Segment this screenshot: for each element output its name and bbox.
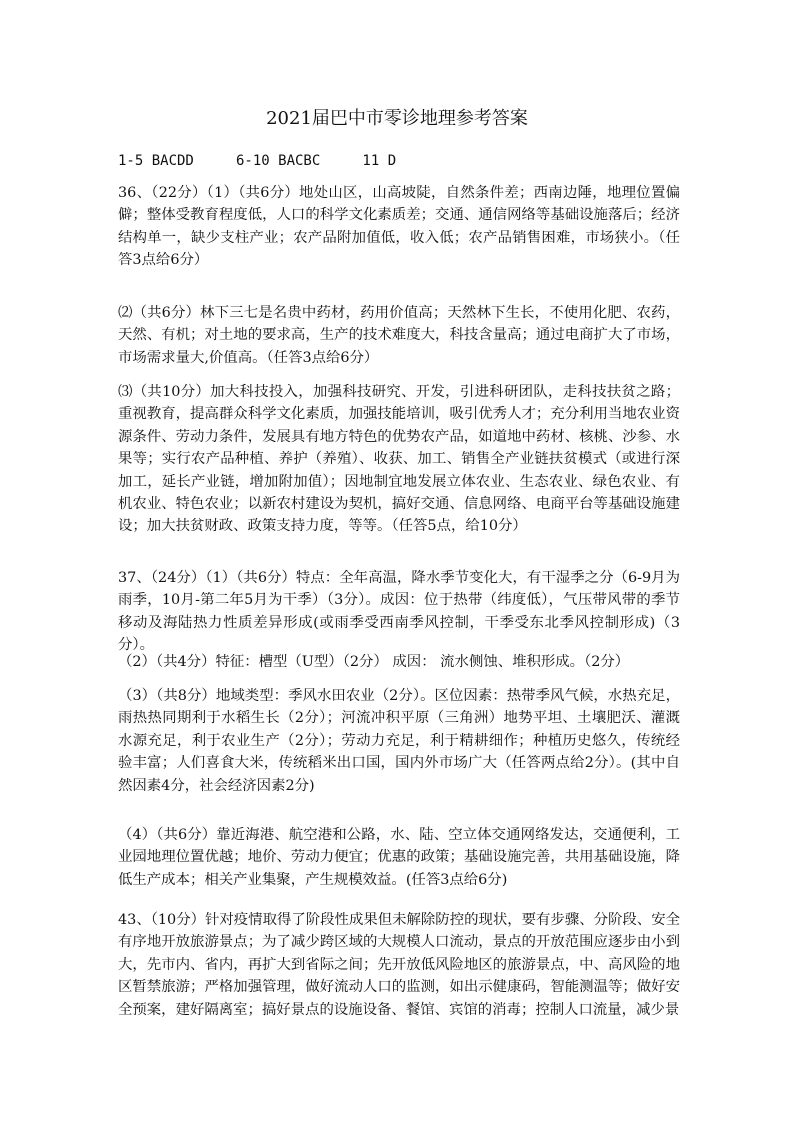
page-title: 2021届巴中市零诊地理参考答案 — [266, 108, 528, 129]
answer-paragraph-37-3: （3）（共8分）地域类型：季风水田农业（2分）。区位因素：热带季风气候，水热充足，雨热热同期利于水稻生长（2分）；河流冲积平原（三角洲）地势平坦、土壤肥沃、灌溉水源充足，利于农业生产（2分）；劳动力充足，利于精耕细作；种植历史悠久，传统经验丰富；人们喜食大米，传统稻米出口国，国内外市场广大（任答两点给2分）。(其中自然因素4分，社会经济因素2分) — [118, 688, 680, 794]
answer-paragraph-37-4: （4）（共6分）靠近海港、航空港和公路，水、陆、空立体交通网络发达，交通便利，工业园地理位置优越；地价、劳动力便宜；优惠的政策；基础设施完善，共用基础设施，降低生产成本；相关产业集聚，产生规模效益。(任答3点给6分) — [118, 827, 680, 888]
answer-paragraph-37-1: 37、（24分）（1）（共6分）特点：全年高温，降水季节变化大，有干湿季之分（6-9月为雨季，10月-第二年5月为干季）（3分）。成因：位于热带（纬度低），气压带风带的季节移动及海陆热力性质差异形成(或雨季受西南季风控制，干季受东北季风控制形成)（3分）。 — [118, 570, 680, 654]
choice-answers: 1-5 BACDD 6-10 BACBC 11 D — [118, 153, 397, 169]
answer-paragraph-36-1: 36、（22分）（1）（共6分）地处山区，山高坡陡，自然条件差；西南边陲，地理位置偏僻；整体受教育程度低，人口的科学文化素质差；交通、通信网络等基础设施落后；经济结构单一，缺少支柱产业；农产品附加值低，收入低；农产品销售困难，市场狭小。（任答3点给6分） — [118, 185, 680, 269]
answer-paragraph-43: 43、（10分）针对疫情取得了阶段性成果但未解除防控的现状，要有步骤、分阶段、安全有序地开放旅游景点；为了减少跨区域的大规模人口流动，景点的开放范围应逐步由小到大，先市内、省内，再扩大到省际之间；先开放低风险地区的旅游景点，中、高风险的地区暂禁旅游；严格加强管理，做好流动人口的监测，如出示健康码，智能测温等；做好安全预案，建好隔离室；搞好景点的设施设备、餐馆、宾馆的消毒；控制人口流量，减少景 — [118, 912, 680, 1018]
answer-paragraph-36-3: ⑶（共10分）加大科技投入，加强科技研究、开发，引进科研团队，走科技扶贫之路；重视教育，提高群众科学文化素质，加强技能培训，吸引优秀人才；充分利用当地农业资源条件、劳动力条件，发展具有地方特色的优势农产品，如道地中药材、核桃、沙参、水果等；实行农产品种植、养护（养殖）、收获、加工、销售全产业链扶贫模式（或进行深加工，延长产业链，增加附加值）；因地制宜地发展立体农业、生态农业、绿色农业、有机农业、特色农业；以新农村建设为契机，搞好交通、信息网络、电商平台等基础设施建设；加大扶贫财政、政策支持力度，等等。（任答5点，给10分） — [118, 384, 680, 535]
answer-paragraph-36-2: ⑵（共6分）林下三七是名贵中药材，药用价值高；天然林下生长，不使用化肥、农药，天然、有机；对土地的要求高，生产的技术难度大，科技含量高；通过电商扩大了市场，市场需求量大,价值高。（任答3点给6分） — [118, 305, 680, 366]
answer-paragraph-37-2: （2）（共4分）特征：槽型（U型）（2分） 成因： 流水侧蚀、堆积形成。（2分） — [118, 654, 630, 670]
